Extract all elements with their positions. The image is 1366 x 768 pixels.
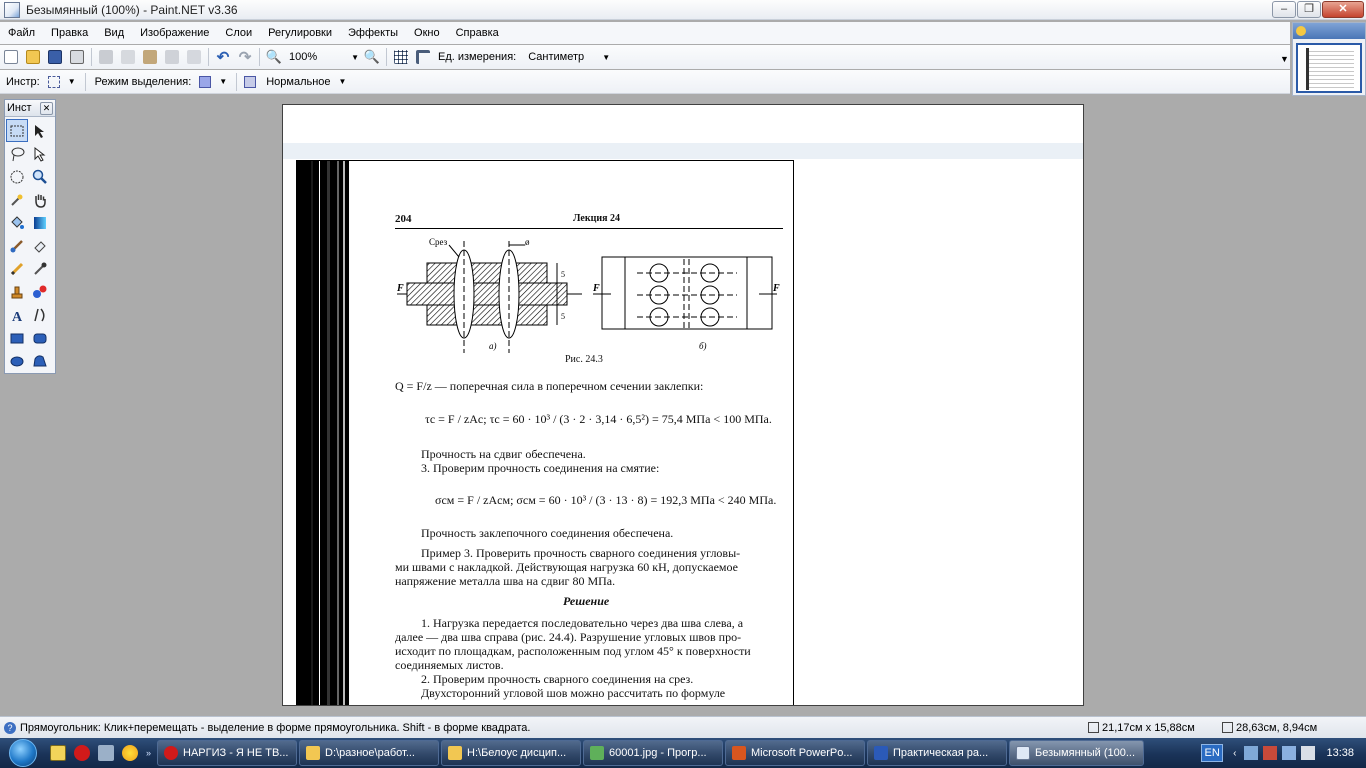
gradient-tool[interactable] [29,211,51,234]
paintnet-icon [1016,746,1030,760]
section-heading: Решение [563,594,610,608]
save-button[interactable] [44,46,66,68]
eraser-icon [32,238,48,254]
star-icon [1296,26,1306,36]
deselect-button[interactable] [183,46,205,68]
copy-icon [121,50,135,64]
panel-menu-arrow-icon[interactable]: ▼ [1280,54,1289,64]
text-line: 1. Нагрузка передается последовательно через два шва слева, а [421,616,744,630]
line-curve-tool[interactable] [29,303,51,326]
quicklaunch-total-commander[interactable] [46,741,70,765]
move-selected-pixels-tool[interactable] [29,119,51,142]
quicklaunch-opera[interactable] [70,741,94,765]
new-button[interactable] [0,46,22,68]
scanned-page [296,160,794,706]
fig-label-diameter: ø [525,237,530,247]
chevron-down-icon: ▼ [351,52,359,62]
fig-label-F-right: F [773,283,780,294]
chevron-down-icon[interactable]: ▼ [338,77,347,86]
paint-bucket-icon [9,215,25,231]
text-tool[interactable] [6,303,28,326]
close-button[interactable]: ✕ [1322,1,1364,18]
powerpoint-icon [732,746,746,760]
ellipse-select-icon [9,169,25,185]
text-line: 3. Проверим прочность соединения на смятие: [421,461,660,475]
tray-app-icon[interactable] [1263,746,1277,760]
title-bar [0,0,1366,20]
taskbar-item-word[interactable] [867,740,1007,766]
status-hint: Прямоугольник: Клик+перемещать - выделение в форме прямоугольника. Shift - в форме квадрата. [20,721,531,734]
volume-icon[interactable] [1301,746,1315,760]
text-line: 2. Проверим прочность сварного соединения на срез. [421,672,694,686]
figure-caption: Рис. 24.3 [565,354,603,365]
tools-window [4,99,56,374]
zoom-in-button[interactable] [361,46,383,68]
tools-window-header[interactable] [5,100,55,117]
new-file-icon [4,50,18,64]
toolbar-separator [259,48,260,66]
pencil-icon [9,261,25,277]
fig-label-a: а) [489,341,497,351]
menu-edit[interactable]: Правка [51,27,89,39]
move-cursor-icon [32,123,48,139]
tool-icon [98,745,114,761]
copy-button[interactable] [117,46,139,68]
taskbar-item-label: 60001.jpg - Прогр... [609,747,707,759]
crop-button[interactable] [161,46,183,68]
opera-icon [74,745,90,761]
taskbar-item-paintnet[interactable] [1009,740,1144,766]
tools-grid [5,117,55,374]
cursor-position-icon [1222,722,1233,733]
toolbar-separator [236,73,237,91]
crop-icon [165,50,179,64]
rounded-rectangle-icon [32,330,48,346]
fig-label-5-bottom: 5 [561,312,565,321]
quicklaunch-overflow-icon[interactable]: » [146,748,152,758]
network-icon[interactable] [1244,746,1258,760]
hand-icon [32,192,48,208]
menu-file[interactable]: Файл [8,27,36,39]
menu-image[interactable]: Изображение [140,27,210,39]
taskbar-item-image-viewer[interactable] [583,740,723,766]
ellipse-shape-icon [9,353,25,369]
selection-mode-label: Режим выделения: [94,75,192,88]
fig-label-b: б) [699,341,707,351]
selection-mode-icon[interactable] [199,76,211,88]
paintnet-app-icon[interactable] [4,2,20,18]
ellipse-select-tool[interactable] [6,165,28,188]
zoom-select[interactable] [285,48,361,66]
quicklaunch-yandex[interactable] [118,741,142,765]
color-picker-tool[interactable] [29,257,51,280]
chevron-down-icon: ▼ [602,52,611,62]
blend-mode-value[interactable]: Нормальное [266,75,331,88]
text-line: далее — два шва справа (рис. 24.4). Разрушение угловых швов про- [395,630,742,644]
magic-wand-icon [9,192,25,208]
language-indicator[interactable]: EN [1201,744,1223,762]
header-rule [395,228,783,229]
image-thumbnail[interactable] [1296,43,1362,93]
cursor-position-readout [1222,722,1317,734]
clipboard-icon [143,50,157,64]
menu-window[interactable]: Окно [414,27,440,39]
toolbar-separator [85,73,86,91]
units-value: Сантиметр [528,51,585,63]
floppy-icon [48,50,62,64]
toolbar-separator [91,48,92,66]
grid-icon [394,50,408,64]
text-line: Прочность на сдвиг обеспечена. [421,447,586,461]
image-thumbnails-panel [1292,22,1366,96]
rectangle-select-icon[interactable] [48,76,60,88]
lasso-select-tool[interactable] [6,142,28,165]
zoom-tool[interactable] [29,165,51,188]
scissors-icon [99,50,113,64]
cursor-position-value: 28,63см, 8,94см [1236,721,1318,734]
opera-icon [164,746,178,760]
image-size-readout [1088,722,1195,734]
paint-bucket-tool[interactable] [6,211,28,234]
toolbar-separator [208,48,209,66]
move-selection-icon [32,146,48,162]
text-icon [9,307,25,323]
text-line: соединяемых листов. [395,658,504,672]
chevron-down-icon[interactable]: ▼ [219,77,228,86]
taskbar-item-explorer-d[interactable] [299,740,439,766]
image-viewer-icon [590,746,604,760]
cut-button[interactable] [95,46,117,68]
freeform-shape-icon [32,353,48,369]
thumbnails-header [1293,23,1365,39]
deselect-icon [187,50,201,64]
page-number: 204 [395,213,412,225]
folder-icon [306,746,320,760]
taskbar-item-label: Microsoft PowerPo... [751,747,853,759]
eraser-tool[interactable] [29,234,51,257]
freeform-shape-tool[interactable] [29,349,51,372]
text-line: Прочность заклепочного соединения обеспечена. [421,526,674,540]
clock[interactable]: 13:38 [1326,747,1354,759]
text-line: Двухсторонний угловой шов можно рассчитать по формуле [421,686,726,700]
help-icon: ? [4,722,16,734]
units-label: Ед. измерения: [438,51,517,63]
units-select[interactable] [522,48,614,66]
fig-label-F-left: F [397,283,404,294]
status-bar [0,716,1366,738]
tray-expand-icon[interactable]: ‹ [1233,747,1237,759]
zoom-in-icon: 🔍 [363,49,381,64]
recolor-tool[interactable] [29,280,51,303]
gradient-icon [32,215,48,231]
undo-button[interactable] [212,46,234,68]
pencil-tool[interactable] [6,257,28,280]
maximize-button[interactable]: ❐ [1297,1,1321,18]
line-curve-icon [32,307,48,323]
folder-icon [26,50,40,64]
stamp-icon [9,284,25,300]
tool-label: Инстр: [6,75,40,88]
ellipse-tool[interactable] [6,349,28,372]
yandex-browser-icon [122,745,138,761]
text-line: исходит по площадкам, расположенным под углом 45° к поверхности [395,644,751,658]
chevron-down-icon[interactable]: ▼ [67,77,76,86]
move-selection-tool[interactable] [29,142,51,165]
taskbar-item-label: Н:\Белоус дисцип... [467,747,567,759]
formula-line: τc = F / zAc; τc = 60 · 10³ / (3 · 2 · 3,14 · 6,5²) = 75,4 МПа < 100 МПа. [425,412,772,426]
taskbar-item-label: Безымянный (100... [1035,747,1136,759]
text-line: Q = F/z — поперечная сила в поперечном сечении заклепки: [395,379,704,393]
grid-toggle-button[interactable] [390,46,412,68]
folder-icon [448,746,462,760]
lasso-icon [9,146,25,162]
rulers-toggle-button[interactable] [412,46,434,68]
redo-button[interactable] [234,46,256,68]
menu-bar [0,22,1290,44]
image-canvas[interactable] [282,104,1084,706]
paste-button[interactable] [139,46,161,68]
ruler-icon [416,50,430,64]
toolbar-separator [386,48,387,66]
blend-mode-icon[interactable] [244,76,256,88]
lecture-header: Лекция 24 [573,213,621,224]
tools-close-button[interactable]: ✕ [40,102,53,115]
zoom-out-button[interactable] [263,46,285,68]
windows-orb-icon [9,739,37,767]
menu-adjustments[interactable]: Регулировки [268,27,333,39]
formula-line: σсм = F / zAсм; σсм = 60 · 10³ / (3 · 13 · 8) = 192,3 МПа < 240 МПа. [435,493,777,507]
rounded-rectangle-tool[interactable] [29,326,51,349]
menu-layers[interactable]: Слои [225,27,253,39]
text-line: Пример 3. Проверить прочность сварного соединения угловы- [421,546,741,560]
rivet-joint-figure [397,233,787,355]
clone-stamp-tool[interactable] [6,280,28,303]
text-line: напряжение металла шва на сдвиг 80 МПа. [395,574,616,588]
start-button[interactable] [0,738,46,768]
image-size-icon [1088,722,1099,733]
fig-label-5-top: 5 [561,270,565,279]
window-controls [1272,1,1364,18]
tools-window-title: Инст [7,102,32,114]
total-commander-icon [50,745,66,761]
recolor-icon [32,284,48,300]
windows-taskbar [0,738,1366,768]
svg-text:A: A [12,309,23,323]
thumbnail-preview [1306,48,1354,90]
printer-icon [70,50,84,64]
taskbar-item-opera[interactable] [157,740,297,766]
window-title: Безымянный (100%) - Paint.NET v3.36 [26,2,238,17]
fig-label-cut: Срез [429,237,448,247]
menu-effects[interactable]: Эффекты [348,27,399,39]
paintbrush-tool[interactable] [6,234,28,257]
taskbar-item-explorer-h[interactable] [441,740,581,766]
quicklaunch-tool[interactable] [94,741,118,765]
word-icon [874,746,888,760]
rectangle-select-tool[interactable] [6,119,28,142]
minimize-button[interactable]: – [1272,1,1296,18]
print-button[interactable] [66,46,88,68]
main-toolbar [0,45,1290,69]
menu-help[interactable]: Справка [455,27,499,39]
eyedropper-icon [32,261,48,277]
open-button[interactable] [22,46,44,68]
canvas-strip [283,143,1083,159]
book-binding-shadow [297,161,349,706]
zoom-value: 100% [289,51,318,63]
fig-label-F-mid: F [593,283,600,294]
pan-tool[interactable] [29,188,51,211]
rectangle-tool[interactable] [6,326,28,349]
rectangle-select-icon [9,123,25,139]
taskbar-item-label: НАРГИЗ - Я НЕ ТВ... [183,747,289,759]
taskbar-item-label: D:\разное\работ... [325,747,415,759]
menu-view[interactable]: Вид [104,27,125,39]
system-tray [1201,738,1366,768]
undo-icon: ↶ [216,49,230,66]
taskbar-item-powerpoint[interactable] [725,740,865,766]
zoom-out-icon: 🔍 [265,49,283,64]
text-line: ми швами с накладкой. Действующая нагрузка 60 кН, допускаемое [395,560,738,574]
image-size-value: 21,17см x 15,88см [1102,721,1195,734]
magnifier-icon [32,169,48,185]
flag-icon[interactable] [1282,746,1296,760]
rectangle-shape-icon [9,330,25,346]
paintbrush-icon [9,238,25,254]
tool-options-bar [0,70,1290,94]
taskbar-item-label: Практическая ра... [893,747,989,759]
magic-wand-tool[interactable] [6,188,28,211]
redo-icon: ↷ [238,49,252,66]
